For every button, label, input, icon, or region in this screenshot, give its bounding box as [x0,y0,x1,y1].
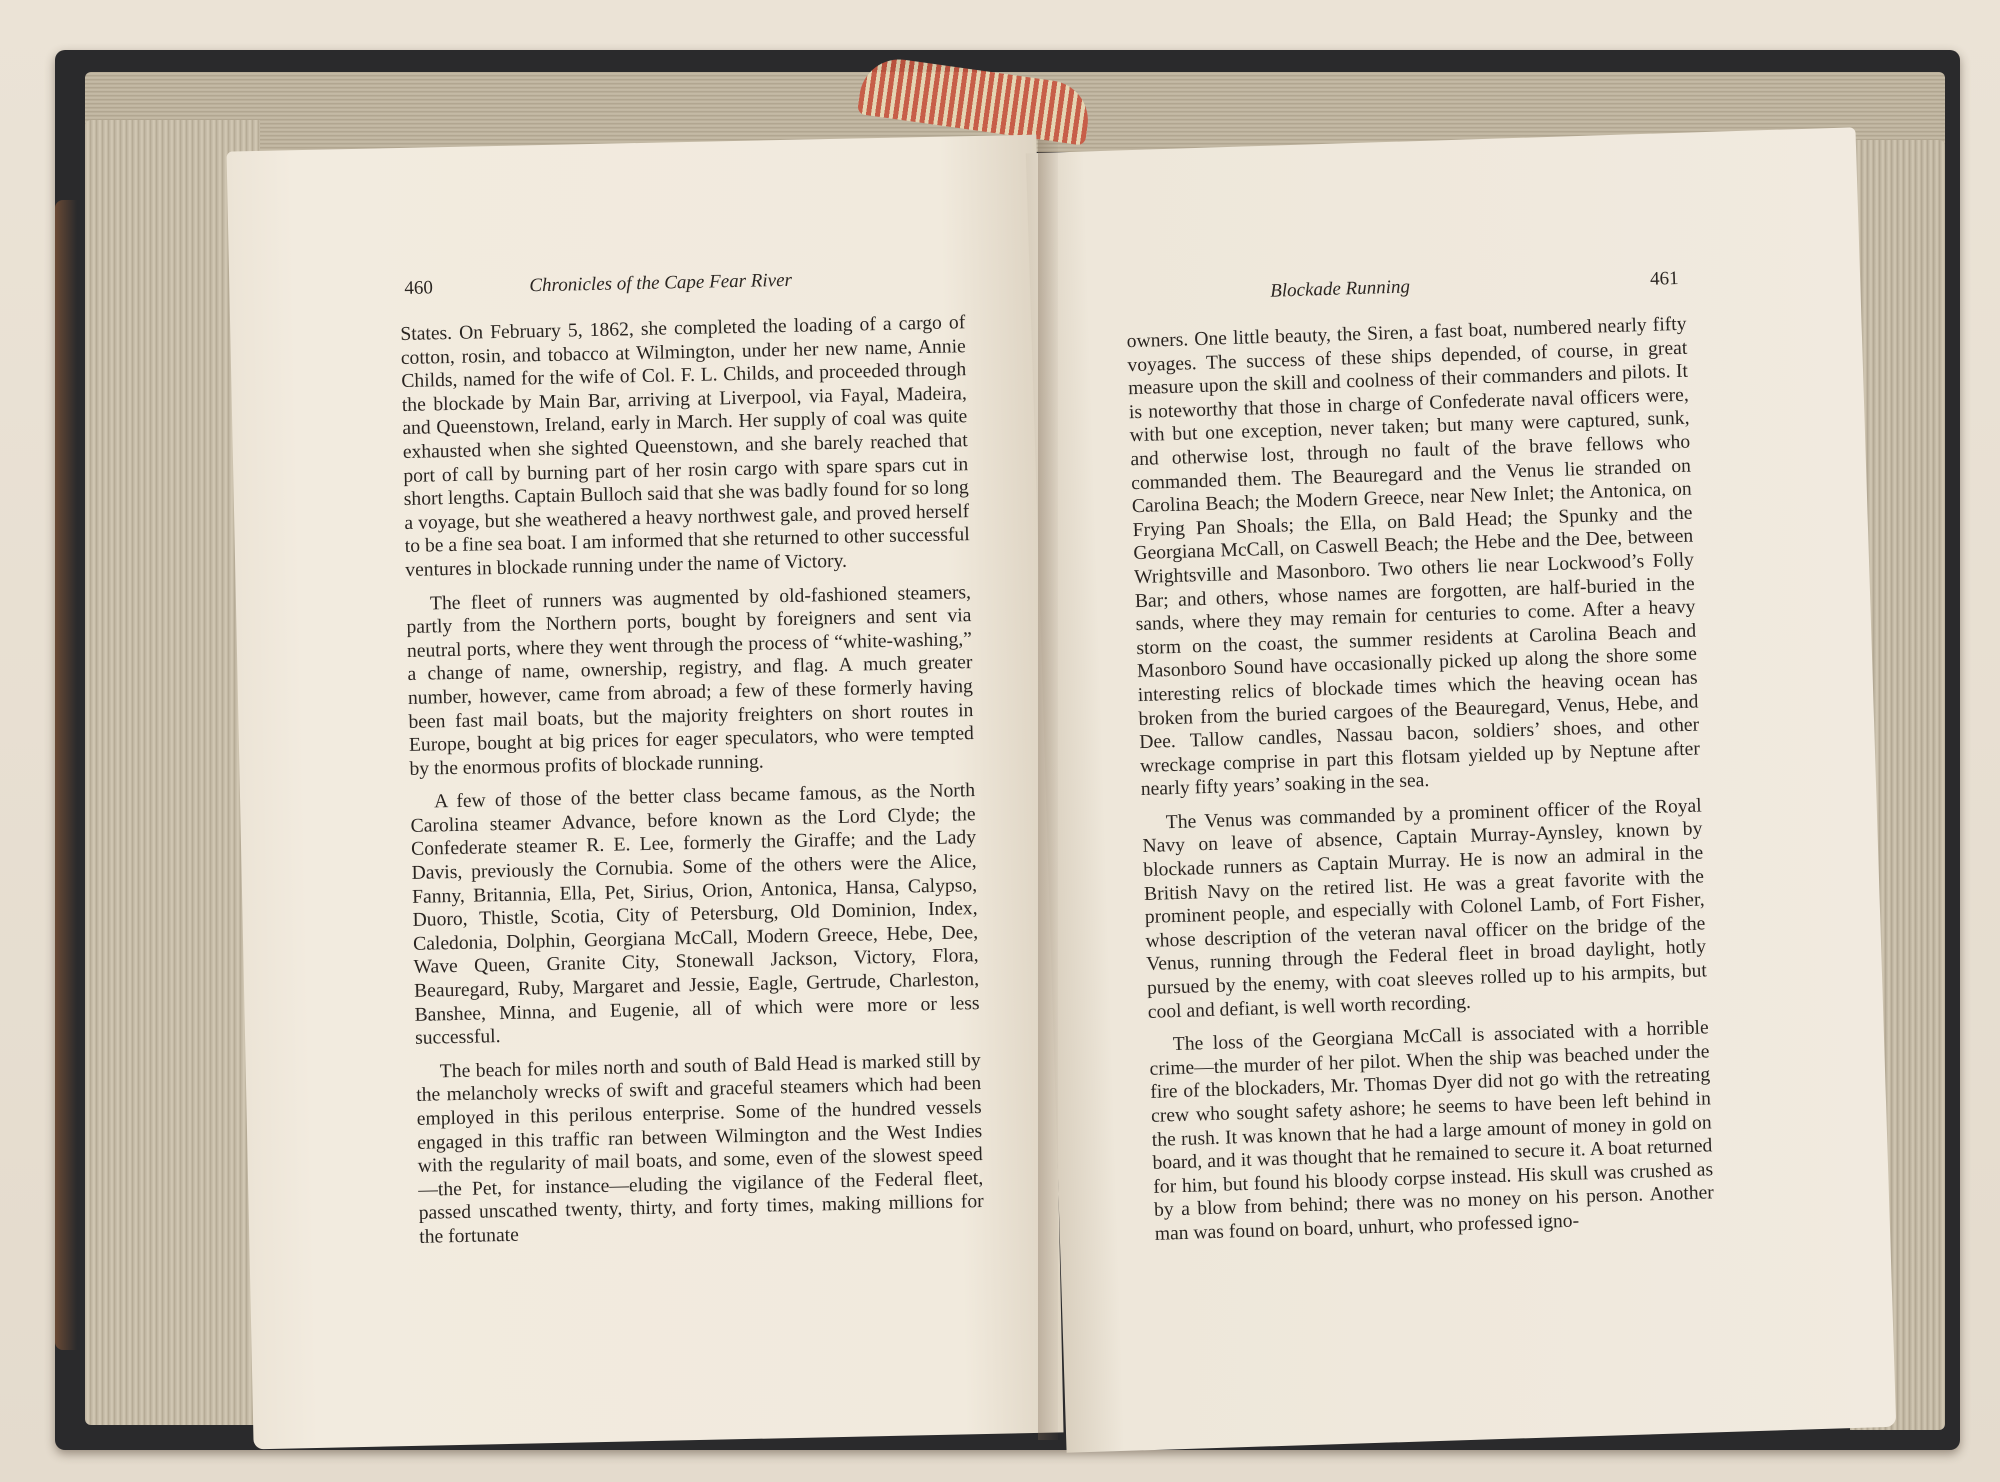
paragraph: A few of those of the better class became famous, as the North Carolina steamer Advance, before known as the Lord Clyde; the Confederate steamer R. E. Lee, formerly the Giraffe; and the Lady Davis, previously the Cornubia. Some of the others were the Alice, Fanny, Britannia, Ella, Pet, Sirius, Orion, Antonica, Hansa, Calypso, Duoro, Thistle, Scotia, City of Petersburg, Old Dominion, Index, Caledonia, Dolphin, Georgiana McCall, Modern Greece, Hebe, Dee, Wave Queen, Granite City, Stonewall Jackson, Victory, Flora, Beauregard, Ruby, Margaret and Jessie, Eagle, Gertrude, Charleston, Banshee, Minna, and Eugenie, all of which were more or less successful. [410,780,980,1050]
right-text-block [1126,313,1715,1247]
right-page [1026,127,1896,1452]
book-gutter [1038,140,1058,1440]
right-page-number: 461 [1649,267,1679,290]
left-running-head: Chronicles of the Cape Fear River [529,269,793,297]
paragraph: owners. One little beauty, the Siren, a fast boat, numbered nearly fifty voyages. The success of these ships depended, of course, in great measure upon the skill and coolness of their commanders and pilots. It is noteworthy that those in charge of Confederate naval officers were, with but one exception, never taken; but many were captured, sunk, and otherwise lost, through no fault of the brave fellows who commanded them. The Beauregard and the Venus lie stranded on Carolina Beach; the Modern Greece, near New Inlet; the Antonica, on Frying Pan Shoals; the Ella, on Bald Head; the Spunky and the Georgiana McCall, on Caswell Beach; the Hebe and the Dee, between Wrightsville and Masonboro. Two others lie near Lockwood’s Folly Bar; and others, whose names are forgotten, are half-buried in the sands, where they may remain for centuries to come. After a heavy storm on the coast, the summer residents at Carolina Beach and Masonboro Sound have occasionally picked up along the shore some interesting relics of blockade times which the heaving ocean has broken from the buried cargoes of the Beauregard, Venus, Hebe, and Dee. Tallow candles, Nassau bacon, soldiers’ shoes, and other wreckage comprise in part this flotsam yielded up by Neptune after nearly fifty years’ soaking in the sea. [1126,313,1701,801]
cover-worn-edge [55,200,77,1350]
paragraph: The beach for miles north and south of Bald Head is marked still by the melancholy wrecks of swift and graceful steamers which had been employed in this perilous enterprise. Some of the hundred vessels engaged in this traffic ran between Wilmington and the West Indies with the regularity of mail boats, and some, even of the slowest speed—the Pet, for instance—eluding the vigilance of the Federal fleet, passed unscathed twenty, thirty, and forty times, making millions for the fortunate [416,1049,984,1248]
paragraph: The fleet of runners was augmented by old-fashioned steamers, partly from the Northern ports, bought by foreigners and sent via neutral ports, where they went through the process of “white-washing,” a change of name, ownership, registry, and flag. A much greater number, however, came from abroad; a few of these formerly having been fast mail boats, but the majority freighters on short routes in Europe, bought at big prices for eager speculators, who were tempted by the enormous profits of blockade running. [406,581,975,780]
paragraph: States. On February 5, 1862, she completed the loading of a cargo of cotton, rosin, and tobacco at Wilmington, under her new name, Annie Childs, named for the wife of Col. F. L. Childs, and proceeded through the blockade by Main Bar, arriving at Liverpool, via Fayal, Madeira, and Queenstown, Ireland, early in March. Her supply of coal was quite exhausted when she sighted Queenstown, and she barely reached that port of call by burning part of her rosin cargo with spare spars cut in short lengths. Captain Bulloch said that she was badly found for so long a voyage, but she weathered a heavy northwest gale, and proved herself to be a fine sea boat. I am informed that she returned to other successful ventures in blockade running under the name of Victory. [400,312,970,581]
left-page [226,135,1063,1450]
paragraph: The loss of the Georgiana McCall is associated with a horrible crime—the murder of her pilot. When the ship was beached under the fire of the blockaders, Mr. Thomas Dyer did not go with the retreating crew who sought safety ashore; he seems to have been left behind in the rush. It was known that he had a large amount of money in gold on board, and it was thought that he remained to secure it. A boat returned for him, but found his bloody corpse instead. His skull was crushed as by a blow from behind; there was no money on his person. Another man was found on board, unhurt, who professed igno- [1149,1017,1715,1245]
paragraph: The Venus was commanded by a prominent officer of the Royal Navy on leave of absence, Captain Murray-Aynsley, known by blockade runners as Captain Murray. He is now an admiral in the British Navy on the retired list. He was a great favorite with the prominent people, and especially with Colonel Lamb, of Fort Fisher, whose description of the veteran naval officer on the bridge of the Venus, running through the Federal fleet in broad daylight, hotly pursued by the enemy, with coat sleeves rolled up to his armpits, but cool and defiant, is well worth recording. [1142,795,1708,1023]
left-page-number: 460 [404,277,434,299]
left-text-block [400,311,984,1249]
right-running-head: Blockade Running [1269,276,1411,302]
